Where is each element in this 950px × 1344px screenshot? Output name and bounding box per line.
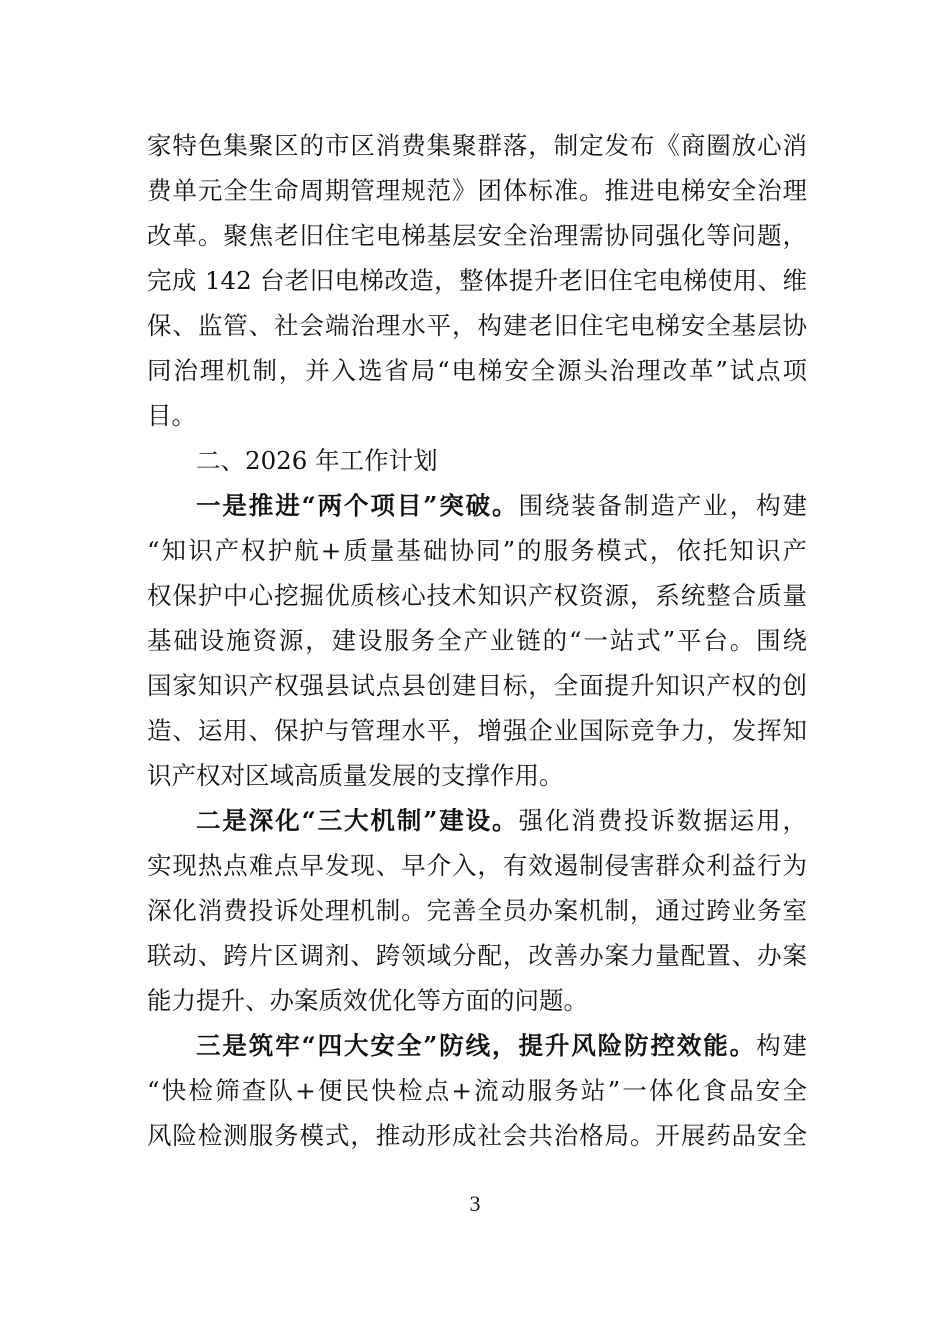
item-first-line xyxy=(196,1026,807,1066)
section-heading: 二、2026 年工作计划 xyxy=(196,446,438,475)
paragraph-line: 基础设施资源，建设服务全产业链的“一站式”平台。围绕 xyxy=(147,626,807,655)
paragraph-line: 目。 xyxy=(147,401,196,430)
paragraph-line: 保、监管、社会端治理水平，构建老旧住宅电梯安全基层协 xyxy=(147,311,807,340)
paragraph-line: 联动、跨片区调剂、跨领域分配，改善办案力量配置、办案 xyxy=(147,941,807,970)
item-text: 围绕装备制造产业，构建 xyxy=(518,491,808,520)
paragraph-line: 深化消费投诉处理机制。完善全员办案机制，通过跨业务室 xyxy=(147,896,807,925)
item-lead: 二是深化“三大机制”建设。 xyxy=(196,806,519,835)
paragraph-line: 实现热点难点早发现、早介入，有效遏制侵害群众利益行为 xyxy=(147,851,807,880)
paragraph-line: 造、运用、保护与管理水平，增强企业国际竞争力，发挥知 xyxy=(147,716,807,745)
paragraph-line: 完成 142 台老旧电梯改造，整体提升老旧住宅电梯使用、维 xyxy=(147,266,807,295)
paragraph-line: 国家知识产权强县试点县创建目标，全面提升知识产权的创 xyxy=(147,671,807,700)
paragraph-line: “知识产权护航+质量基础协同”的服务模式，依托知识产 xyxy=(147,536,807,565)
item-lead: 三是筑牢“四大安全”防线，提升风险防控效能。 xyxy=(196,1031,757,1060)
paragraph-line: 权保护中心挖掘优质核心技术知识产权资源，系统整合质量 xyxy=(147,581,807,610)
item-first-line xyxy=(196,801,807,841)
paragraph-line: “快检筛查队+便民快检点+流动服务站”一体化食品安全 xyxy=(147,1076,807,1105)
paragraph-line: 费单元全生命周期管理规范》团体标准。推进电梯安全治理 xyxy=(147,176,807,205)
paragraph-line: 识产权对区域高质量发展的支撑作用。 xyxy=(147,761,564,790)
item-first-line xyxy=(196,486,807,526)
paragraph-line: 风险检测服务模式，推动形成社会共治格局。开展药品安全 xyxy=(147,1121,807,1150)
page-number: 3 xyxy=(469,1191,481,1216)
paragraph-line: 能力提升、办案质效优化等方面的问题。 xyxy=(147,986,588,1015)
paragraph-line: 改革。聚焦老旧住宅电梯基层安全治理需协同强化等问题， xyxy=(147,221,807,250)
item-lead: 一是推进“两个项目”突破。 xyxy=(196,491,519,520)
item-text: 强化消费投诉数据运用， xyxy=(518,806,808,835)
paragraph-line: 家特色集聚区的市区消费集聚群落，制定发布《商圈放心消 xyxy=(147,131,807,160)
paragraph-line: 同治理机制，并入选省局“电梯安全源头治理改革”试点项 xyxy=(147,356,807,385)
item-text: 构建 xyxy=(756,1031,807,1060)
